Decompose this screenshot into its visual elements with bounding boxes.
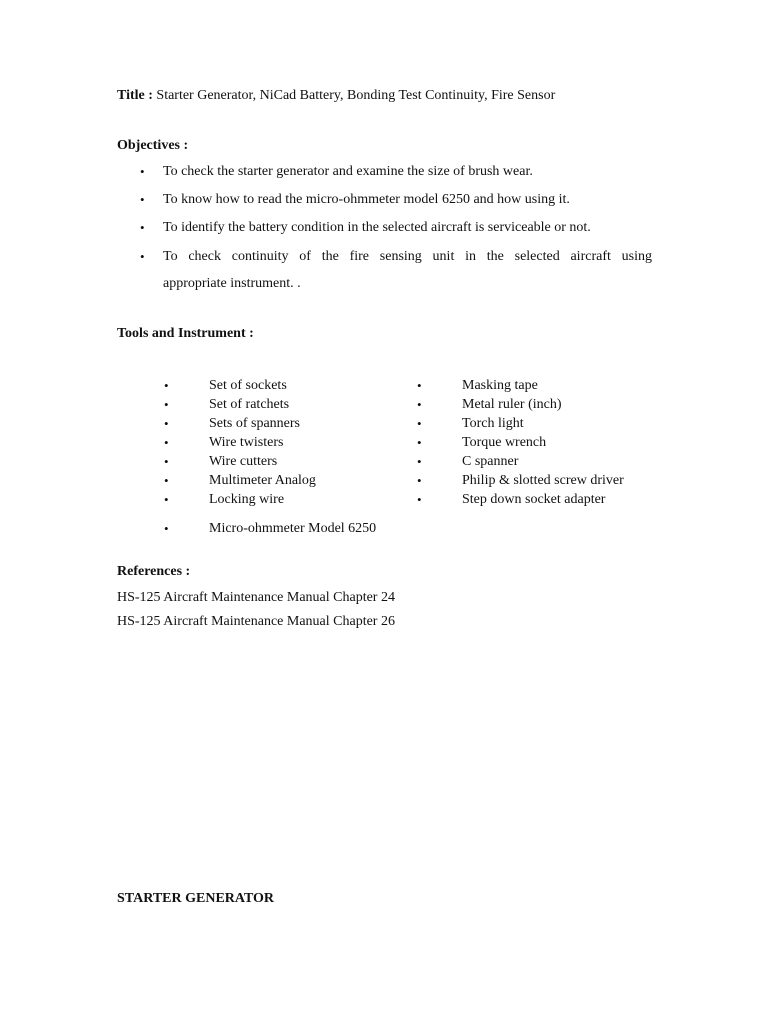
bullet-icon: • <box>417 492 422 507</box>
objective-item-3: To identify the battery condition in the selected aircraft is serviceable or not. <box>163 220 591 235</box>
tool-item-left-4: Wire twisters <box>209 435 284 450</box>
tool-item-right-7: Step down socket adapter <box>462 492 606 507</box>
bullet-icon: • <box>417 473 422 488</box>
title-text: Starter Generator, NiCad Battery, Bonding Test Continuity, Fire Sensor <box>156 88 556 103</box>
objective-item-2: To know how to read the micro-ohmmeter model 6250 and how using it. <box>163 192 570 207</box>
tool-item-right-6: Philip & slotted screw driver <box>462 473 624 488</box>
bullet-icon: • <box>417 397 422 412</box>
bullet-icon: • <box>164 378 169 393</box>
bullet-icon: • <box>417 378 422 393</box>
bullet-icon: • <box>417 435 422 450</box>
objective-item-4-line-1: To check continuity of the fire sensing unit in the selected aircraft using <box>163 249 652 264</box>
bullet-icon: • <box>164 435 169 450</box>
title-label: Title : <box>117 88 153 103</box>
bullet-icon: • <box>417 416 422 431</box>
tool-item-right-1: Masking tape <box>462 378 538 393</box>
tool-item-left-2: Set of ratchets <box>209 397 290 412</box>
tool-item-right-2: Metal ruler (inch) <box>462 397 562 412</box>
bullet-icon: • <box>417 454 422 469</box>
objective-item-4-line-2: appropriate instrument. . <box>163 276 301 291</box>
tool-item-left-1: Set of sockets <box>209 378 287 393</box>
bullet-icon: • <box>140 249 145 264</box>
tool-item-right-5: C spanner <box>462 454 519 469</box>
tool-item-left-3: Sets of spanners <box>209 416 300 431</box>
tool-item-left-6: Multimeter Analog <box>209 473 316 488</box>
bullet-icon: • <box>164 416 169 431</box>
bullet-icon: • <box>164 454 169 469</box>
bullet-icon: • <box>164 521 169 536</box>
bullet-icon: • <box>140 192 145 207</box>
document-title <box>117 88 555 104</box>
reference-item-1: HS-125 Aircraft Maintenance Manual Chapter 24 <box>117 590 395 605</box>
tool-item-right-3: Torch light <box>462 416 524 431</box>
tool-item-left-5: Wire cutters <box>209 454 278 469</box>
reference-item-2: HS-125 Aircraft Maintenance Manual Chapter 26 <box>117 614 395 629</box>
objective-item-1: To check the starter generator and examine the size of brush wear. <box>163 164 533 179</box>
tool-item-extra: Micro-ohmmeter Model 6250 <box>209 521 377 536</box>
tool-item-right-4: Torque wrench <box>462 435 547 450</box>
bullet-icon: • <box>164 473 169 488</box>
bullet-icon: • <box>164 397 169 412</box>
bullet-icon: • <box>140 164 145 179</box>
references-heading: References : <box>117 564 191 579</box>
objectives-heading: Objectives : <box>117 138 189 153</box>
tool-item-left-7: Locking wire <box>209 492 285 507</box>
bullet-icon: • <box>140 220 145 235</box>
tools-heading: Tools and Instrument : <box>117 326 254 341</box>
bullet-icon: • <box>164 492 169 507</box>
section-heading-starter-generator: STARTER GENERATOR <box>117 891 275 906</box>
